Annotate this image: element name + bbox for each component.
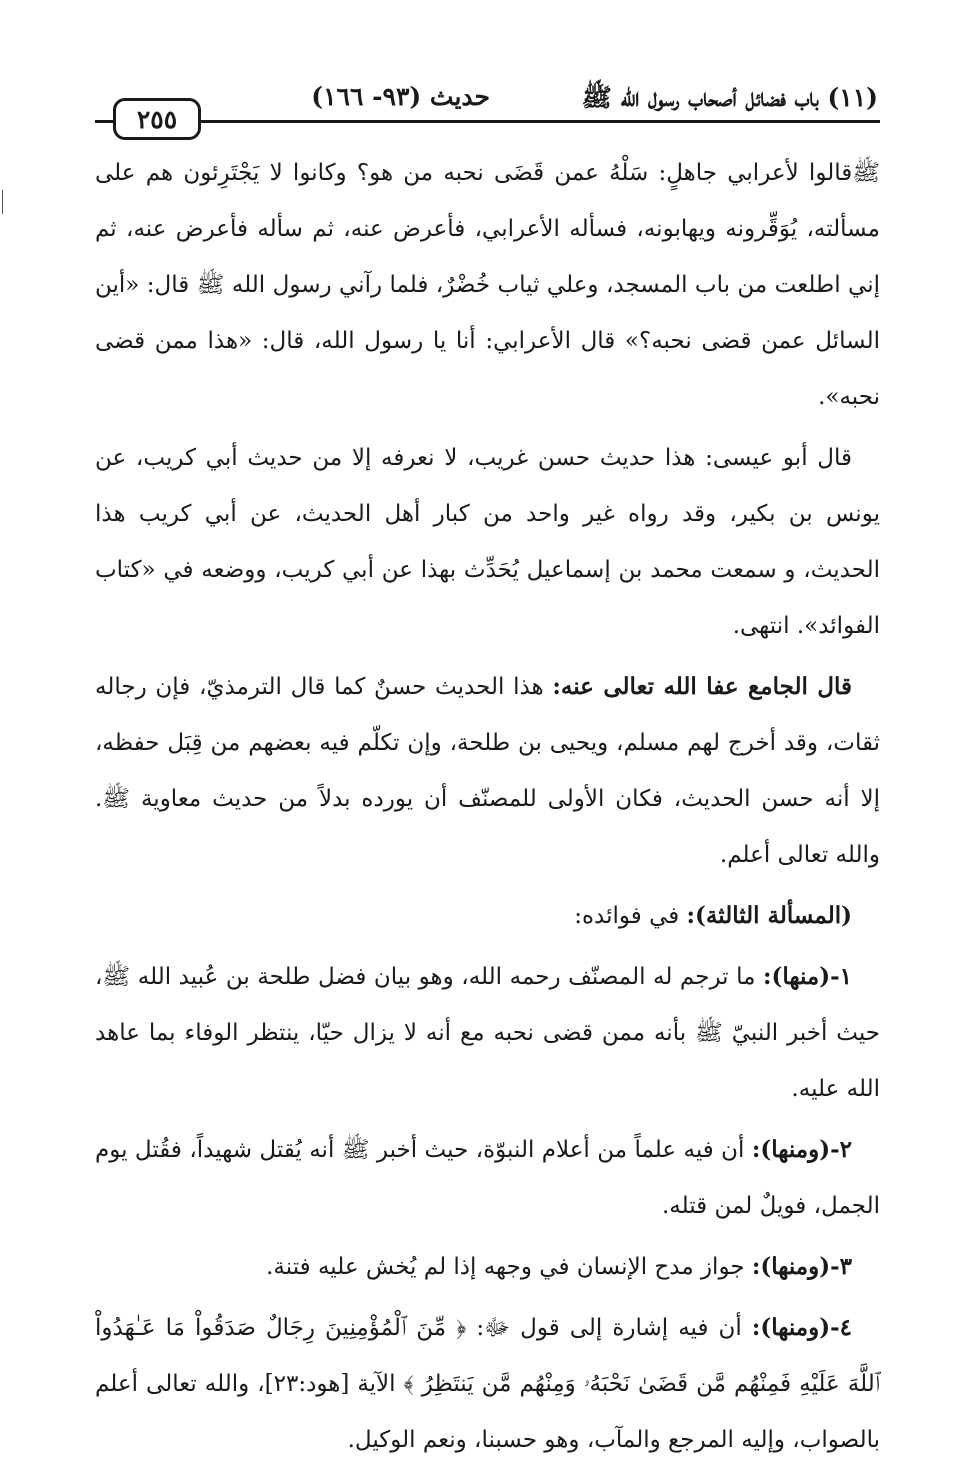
list-item-benefit-2 xyxy=(95,1122,880,1234)
paragraph-compiler-note xyxy=(95,659,880,883)
paragraph-text: ﷺقالوا لأعرابي جاهلٍ: سَلْهُ عمن قَضَى نحبه من هو؟ وكانوا لا يَجْتَرِئون هم على مسألته، يُوَقِّرونه ويهابونه، فسأله الأعرابي، فأعرض عنه، ثم سأله فأعرض عنه، ثم إني اطلعت من باب المسجد، وعلي ثياب خُضْرٌ، فلما رآني رسول الله ﷺ قال: «أين السائل عمن قضى نحبه؟» قال الأعرابي: أنا يا رسول الله، قال: «هذا ممن قضى نحبه». xyxy=(95,160,880,410)
body-text xyxy=(95,145,880,1468)
chapter-title: (١١) باب فضائل أصحاب رسول الله ﷺ xyxy=(581,83,878,112)
scan-edge-mark xyxy=(2,190,3,214)
paragraph-lead: (المسألة الثالثة): xyxy=(686,902,852,929)
paragraph-text: في فوائده: xyxy=(574,903,687,929)
paragraph-text: ما ترجم له المصنّف رحمه الله، وهو بيان فضل طلحة بن عُبيد الله ﷺ، حيث أخبر النبيّ ﷺ بأنه ممن قضى نحبه مع أنه لا يزال حيّا، ينتظر الوفاء بما عاهد الله عليه. xyxy=(95,964,880,1102)
paragraph-lead: ١-(منها): xyxy=(762,963,852,990)
paragraph-lead: قال الجامع عفا الله تعالى عنه: xyxy=(552,673,852,700)
running-header xyxy=(95,70,880,134)
paragraph-lead: ٣-(ومنها): xyxy=(751,1253,852,1280)
list-item-benefit-3 xyxy=(95,1239,880,1295)
list-item-benefit-4 xyxy=(95,1300,880,1468)
paragraph-text: قال أبو عيسى: هذا حديث حسن غريب، لا نعرفه إلا من حديث أبي كريب، عن يونس بن بكير، وقد رواه غير واحد من كبار أهل الحديث، عن أبي كريب هذا الحديث، و سمعت محمد بن إسماعيل يُحَدِّث بهذا عن أبي كريب، ووضعه في «كتاب الفوائد». انتهى. xyxy=(95,445,880,639)
paragraph-lead: ٢-(ومنها): xyxy=(751,1136,852,1163)
hadith-range: حديث (٩٣- ١٦٦) xyxy=(311,82,490,111)
paragraph-hadith-text xyxy=(95,145,880,425)
paragraph-text: أن فيه علماً من أعلام النبوّة، حيث أخبر ﷺ أنه يُقتل شهيداً، فقُتل يوم الجمل، فويلٌ لمن قتله. xyxy=(95,1137,880,1219)
paragraph-abu-isa xyxy=(95,430,880,654)
paragraph-text: هذا الحديث حسنٌ كما قال الترمذيّ، فإن رجاله ثقات، وقد أخرج لهم مسلم، ويحيى بن طلحة، وإن تكلّم فيه بعضهم من قِبَل حفظه، إلا أنه حسن الحديث، فكان الأولى للمصنّف أن يورده بدلاً من حديث معاوية ﷺ. والله تعالى أعلم. xyxy=(95,674,880,868)
page-number-box xyxy=(113,98,201,140)
book-page xyxy=(95,70,880,1453)
paragraph-text: جواز مدح الإنسان في وجهه إذا لم يُخش عليه فتنة. xyxy=(266,1254,752,1280)
paragraph-text: أن فيه إشارة إلى قول ﷻ: ﴿ مِّنَ ٱلْمُؤْمِنِينَ رِجَالٌ صَدَقُواْ مَا عَـٰهَدُواْ ٱللَّهَ عَلَيْهِ فَمِنْهُم مَّن قَضَىٰ نَحْبَهُۥ وَمِنْهُم مَّن يَنتَظِرُ ﴾ الآية [هود:٢٣]، والله تعالى أعلم بالصواب، وإليه المرجع والمآب، وهو حسبنا، ونعم الوكيل. xyxy=(95,1315,880,1453)
page-number: ٢٥٥ xyxy=(136,104,178,134)
list-item-benefit-1 xyxy=(95,949,880,1117)
section-heading-third-issue xyxy=(95,888,880,944)
paragraph-lead: ٤-(ومنها): xyxy=(751,1314,852,1341)
